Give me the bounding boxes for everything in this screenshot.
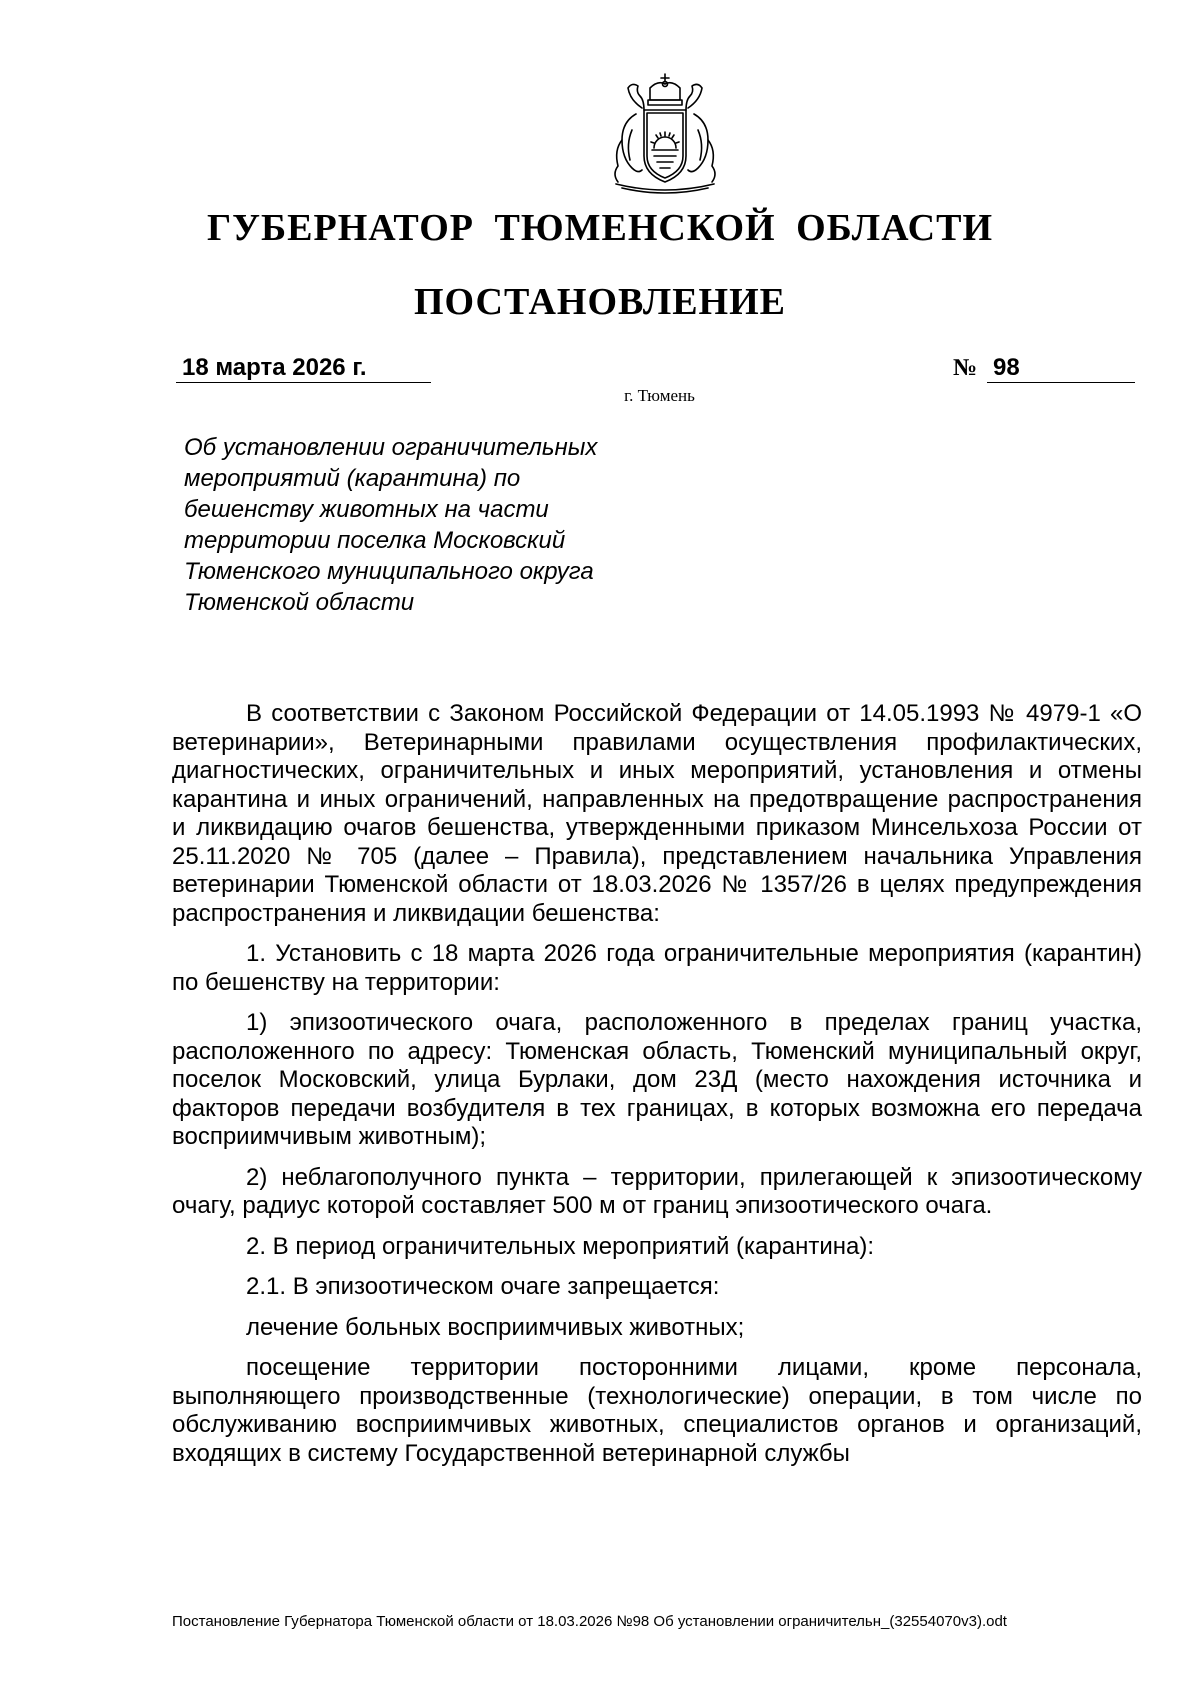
document-footer-filename: Постановление Губернатора Тюменской области от 18.03.2026 №98 Об установлении ограничительн_(32554070v3).odt (172, 1613, 1007, 1630)
document-subject: Об установлении ограничительных мероприятий (карантина) по бешенству животных на части территории поселка Московский Тюменского муниципального округа Тюменской области (184, 434, 598, 616)
paragraph-item-2: 2. В период ограничительных мероприятий (карантина): (246, 1232, 875, 1260)
paragraph-item-2-1: 2.1. В эпизоотическом очаге запрещается: (246, 1273, 720, 1300)
paragraph-preamble: В соответствии с Законом Российской Федерации от 14.05.1993 № 4979-1 «О ветеринарии», Ветеринарными правилами осуществления профилактических, диагностических, ограничительных и иных мероприятий, установления и отмены карантина и иных ограничений, направленных на предотвращение распространения и ликвидацию очагов бешенства, утвержденными приказом Минсельхоза России от 25.11.2020 № 705 (далее – Правила), представлением начальника Управления ветеринарии Тюменской области от 18.03.2026 № 1357/26 в целях предупреждения распространения и ликвидации бешенства: (172, 700, 1142, 927)
paragraph-prohibition-1: лечение больных восприимчивых животных; (246, 1313, 745, 1341)
paragraph-item-1: 1. Установить с 18 марта 2026 года ограничительные мероприятия (карантин) по бешенству на территории: (172, 940, 1142, 996)
document-body (172, 700, 1142, 1480)
paragraph-prohibition-2: посещение территории посторонними лицами, кроме персонала, выполняющего производственные (технологические) операции, в том числе по обслуживанию восприимчивых животных, специалистов органов и организаций, входящих в систему Государственной ветеринарной службы (172, 1354, 1142, 1467)
paragraph-item-1-2: 2) неблагополучного пункта – территории, прилегающей к эпизоотическому очагу, радиус которой составляет 500 м от границ эпизоотического очага. (172, 1163, 1142, 1219)
document-number: 98 (987, 354, 1135, 383)
document-city: г. Тюмень (624, 386, 695, 405)
document-type-title: ПОСТАНОВЛЕНИЕ (413, 281, 787, 323)
paragraph-item-1-1: 1) эпизоотического очага, расположенного в пределах границ участка, расположенного по адресу: Тюменская область, Тюменский муниципальный округ, поселок Московский, улица Бурлаки, дом 23Д (место нахождения источника и факторов передачи возбудителя в тех границах, в которых возможна его передача восприимчивым животным); (172, 1009, 1142, 1150)
coat-of-arms-icon (592, 70, 738, 196)
number-sign: № (953, 355, 978, 381)
document-date: 18 марта 2026 г. (176, 354, 431, 383)
authority-title: ГУБЕРНАТОР ТЮМЕНСКОЙ ОБЛАСТИ (206, 207, 994, 249)
